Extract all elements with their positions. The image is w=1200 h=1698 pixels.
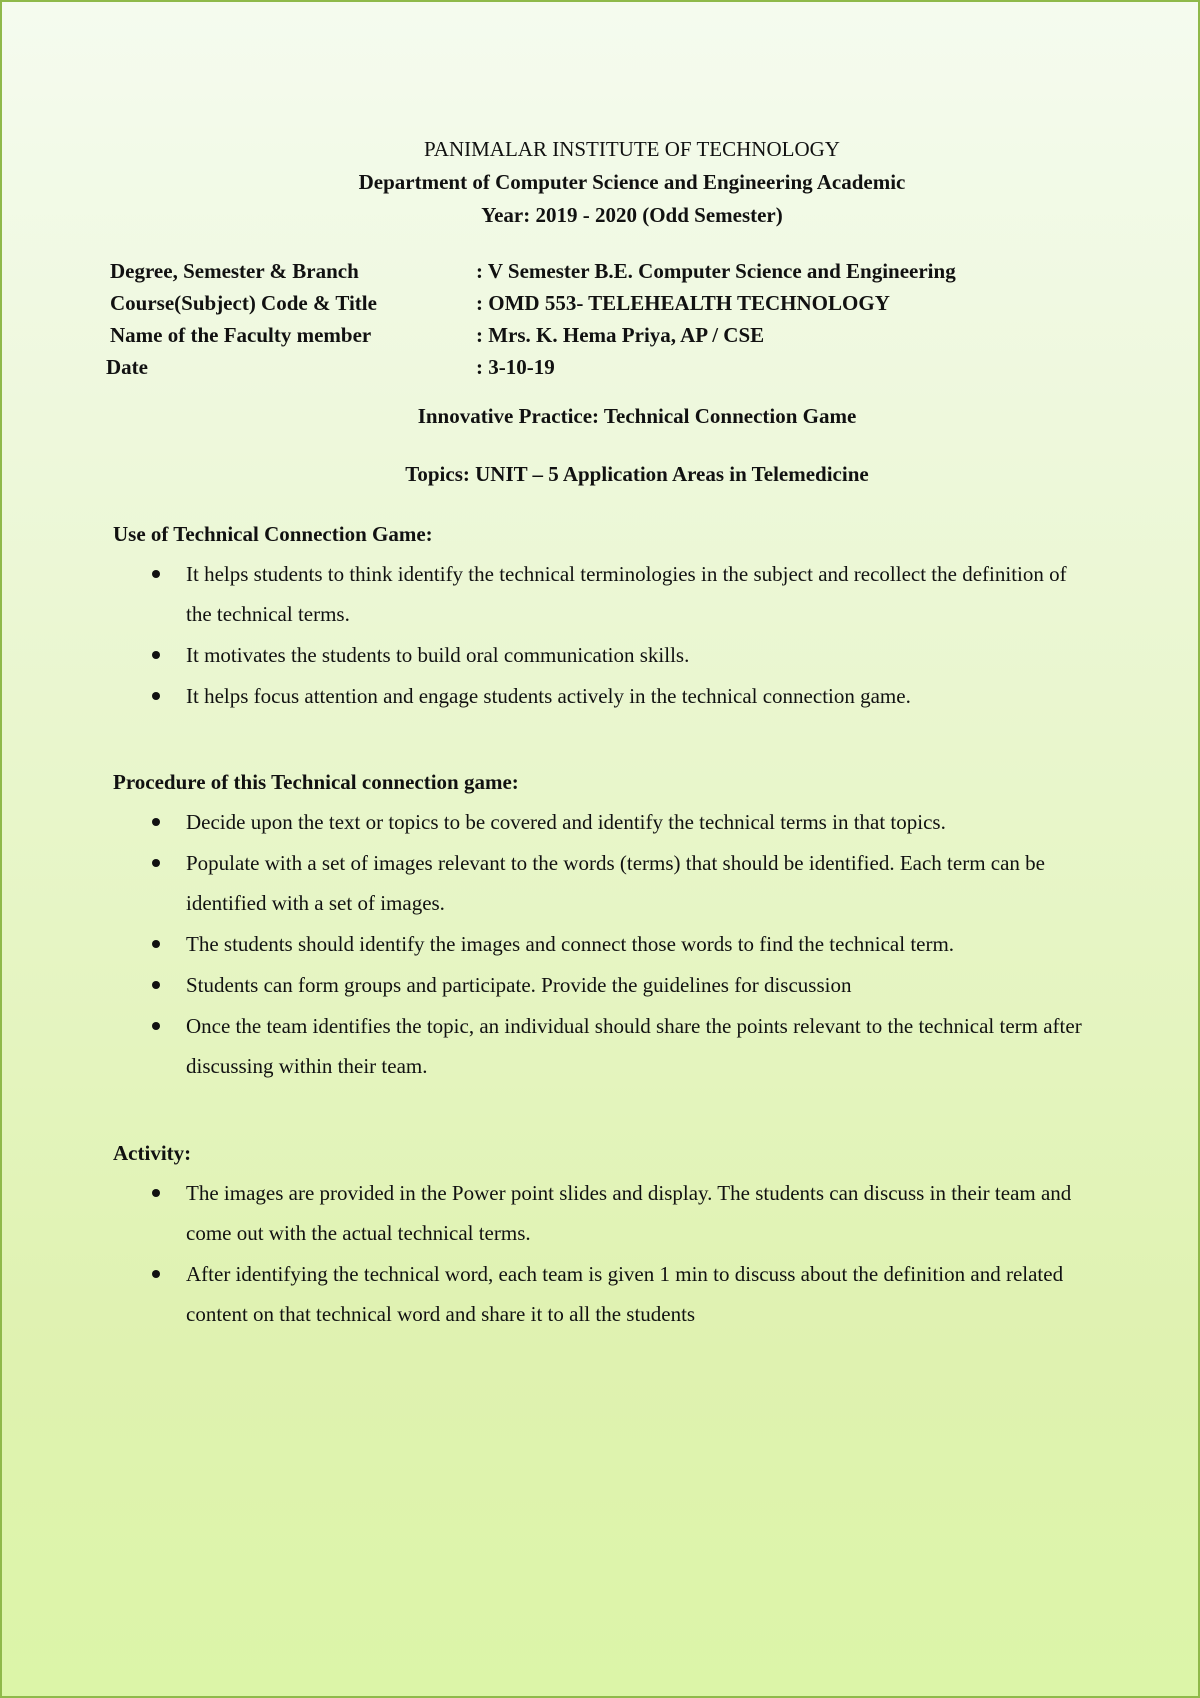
info-row-date	[106, 351, 956, 383]
procedure-section-title: Procedure of this Technical connection game:	[113, 770, 519, 794]
list-item: The images are provided in the Power point slides and display. The students can discuss in their team and come out with the actual technical terms.	[148, 1173, 1088, 1253]
info-value: : Mrs. K. Hema Priya, AP / CSE	[476, 322, 765, 347]
list-item: Populate with a set of images relevant to the words (terms) that should be identified. Each term can be identified with a set of images.	[148, 843, 1088, 923]
course-info	[106, 255, 956, 383]
info-row-degree	[110, 255, 956, 287]
info-value: : 3-10-19	[476, 354, 555, 379]
institute-name: PANIMALAR INSTITUTE OF TECHNOLOGY	[424, 137, 840, 161]
info-row-faculty	[110, 319, 956, 351]
list-item: It helps focus attention and engage students actively in the technical connection game.	[148, 676, 1088, 716]
use-list	[148, 554, 1088, 717]
list-item: Decide upon the text or topics to be covered and identify the technical terms in that topics.	[148, 802, 1088, 842]
list-item: After identifying the technical word, each team is given 1 min to discuss about the definition and related content on that technical word and share it to all the students	[148, 1254, 1088, 1334]
activity-list	[148, 1173, 1088, 1335]
list-item: Students can form groups and participate. Provide the guidelines for discussion	[148, 965, 1088, 1005]
info-label: Date	[106, 354, 148, 379]
list-item: It motivates the students to build oral communication skills.	[148, 635, 1088, 675]
info-label: Degree, Semester & Branch	[110, 258, 359, 283]
department-name: Department of Computer Science and Engineering Academic	[358, 170, 906, 194]
list-item: The students should identify the images and connect those words to find the technical term.	[148, 924, 1088, 964]
procedure-list	[148, 802, 1088, 1087]
info-value: : V Semester B.E. Computer Science and Engineering	[476, 258, 956, 283]
academic-year: Year: 2019 - 2020 (Odd Semester)	[481, 203, 783, 227]
list-item: Once the team identifies the topic, an individual should share the points relevant to the technical term after discussing within their team.	[148, 1006, 1088, 1086]
topics-title: Topics: UNIT – 5 Application Areas in Telemedicine	[405, 462, 869, 486]
info-label: Course(Subject) Code & Title	[110, 290, 377, 315]
info-row-course	[110, 287, 956, 319]
info-value: : OMD 553- TELEHEALTH TECHNOLOGY	[476, 290, 890, 315]
use-section-title: Use of Technical Connection Game:	[113, 522, 433, 546]
practice-title: Innovative Practice: Technical Connection Game	[417, 404, 857, 428]
document-header	[2, 133, 1200, 232]
activity-section-title: Activity:	[113, 1141, 192, 1165]
info-label: Name of the Faculty member	[110, 322, 372, 347]
list-item: It helps students to think identify the technical terminologies in the subject and recollect the definition of the technical terms.	[148, 554, 1088, 634]
